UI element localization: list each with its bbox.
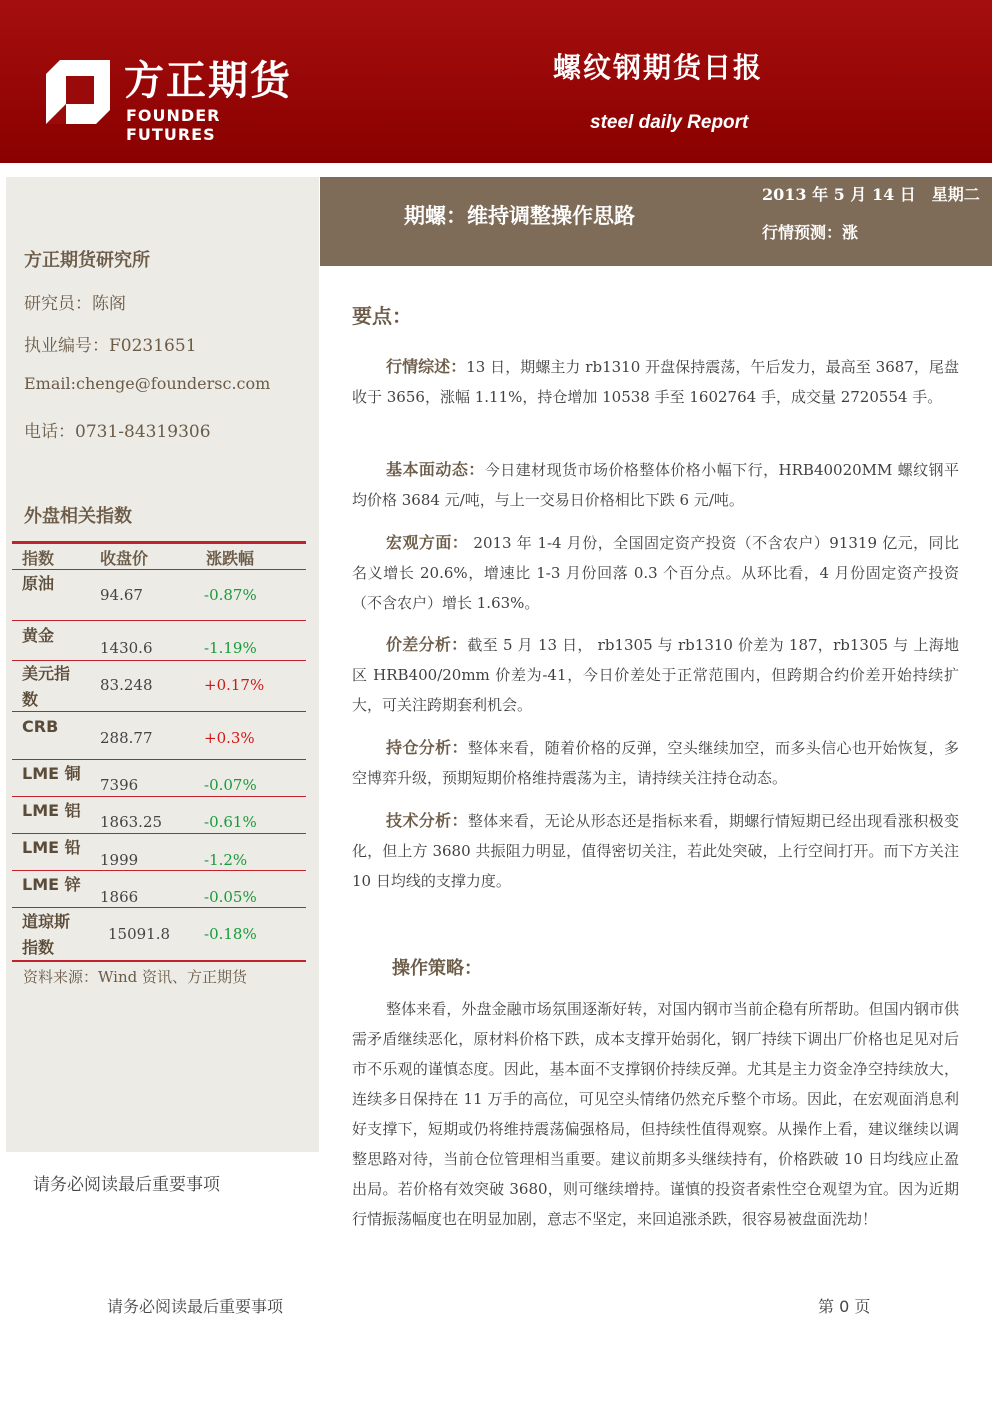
table-row-rule: [12, 796, 306, 797]
table-row-close: 7396: [100, 776, 139, 794]
section-text: 2013 年 1-4 月份，全国固定资产投资（不含农户）91319 亿元，同比名义增长 20.6%，增速比 1-3 月份回落 0.3 个百分点。从环比看，4 月份固定资产投资（不含农户）增长 1.63%。: [352, 534, 959, 612]
section-label: 宏观方面：: [386, 533, 469, 552]
strategy-title: 操作策略：: [392, 958, 482, 979]
table-row-name: LME 锌: [22, 875, 81, 894]
table-row-close: 288.77: [100, 729, 153, 747]
table-row-name: 原油: [22, 574, 55, 593]
report-subtitle: steel daily Report: [590, 112, 749, 133]
data-source: 资料来源：Wind 资讯、方正期货: [23, 968, 247, 986]
section-label: 行情综述：: [386, 357, 467, 376]
section-positions: [352, 733, 959, 793]
table-row-close: 1999: [100, 851, 139, 869]
brand-name-en: FOUNDER FUTURES: [126, 106, 221, 144]
table-row-name: 黄金: [22, 626, 55, 645]
table-row-name: LME 铜: [22, 764, 81, 783]
table-row-name: 美元指数: [22, 664, 71, 709]
section-text: 13 日，期螺主力 rb1310 开盘保持震荡，午后发力，最高至 3687，尾盘收于 3656，涨幅 1.11%，持仓增加 10538 手至 1602764 手，成交量 2720554 手。: [352, 358, 959, 406]
table-row-rule: [12, 870, 306, 871]
table-row-rule: [12, 759, 306, 760]
table-header-index: 指数: [22, 549, 55, 568]
table-row-change: -0.61%: [204, 813, 257, 831]
section-text: 截至 5 月 13 日， rb1305 与 rb1310 价差为 187，rb1305 与 上海地区 HRB400/20mm 价差为-41，今日价差处于正常范围内，但跨期合约价差开始持续扩大，可关注跨期套利机会。: [352, 636, 959, 714]
table-row-close: 1866: [100, 888, 139, 906]
section-text: 整体来看，无论从形态还是指标来看，期螺行情短期已经出现看涨积极变化，但上方 3680 共振阻力明显，值得密切关注，若此处突破，上行空间打开。而下方关注 10 日均线的支撑力度。: [352, 812, 959, 890]
table-row-close: 15091.8: [108, 925, 171, 943]
table-header-close: 收盘价: [100, 549, 149, 568]
institute-name: 方正期货研究所: [24, 250, 150, 271]
table-row-name: CRB: [22, 717, 59, 736]
table-row-change: -0.87%: [204, 586, 257, 604]
section-label: 技术分析：: [386, 811, 468, 830]
table-bottom-rule: [12, 960, 306, 962]
table-row-change: -1.19%: [204, 639, 257, 657]
section-fundamentals: [352, 455, 959, 515]
table-row-rule: [12, 620, 306, 621]
table-row-change: -0.07%: [204, 776, 257, 794]
license-number: 执业编号：F0231651: [24, 336, 197, 356]
table-row-close: 94.67: [100, 586, 143, 604]
section-text: 整体来看，随着价格的反弹，空头继续加空，而多头信心也开始恢复，多空博弈升级，预期短期价格维持震荡为主，请持续关注持仓动态。: [352, 739, 959, 787]
researcher: 研究员：陈阁: [24, 294, 126, 314]
headline: 期螺：维持调整操作思路: [404, 204, 635, 228]
section-label: 价差分析：: [386, 635, 468, 654]
table-top-rule: [12, 541, 306, 544]
report-title: 螺纹钢期货日报: [553, 51, 764, 84]
section-spread: [352, 630, 959, 720]
table-row-close: 83.248: [100, 676, 153, 694]
page-number: 第 0 页: [818, 1297, 871, 1316]
founder-logo-icon: [46, 60, 110, 124]
strategy-text: 整体来看，外盘金融市场氛围逐渐好转，对国内钢市当前企稳有所帮助。但国内钢市供需矛盾继续恶化，原材料价格下跌，成本支撑开始弱化，钢厂持续下调出厂价格也足见对后市不乐观的谨慎态度。因此，基本面不支撑钢价持续反弹。尤其是主力资金净空持续放大，连续多日保持在 11 万手的高位，可见空头情绪仍然充斥整个市场。因此，在宏观面消息利好支撑下，短期或仍将维持震荡偏强格局，但持续性值得观察。从操作上看，建议继续以调整思路对待，当前仓位管理相当重要。建议前期多头继续持有，价格跌破 10 日均线应止盈出局。若价格有效突破 3680，则可继续增持。谨慎的投资者索性空仓观望为宜。因为近期行情振荡幅度也在明显加剧，意志不坚定，来回追涨杀跌，很容易被盘面洗劫！: [352, 1000, 959, 1228]
table-title: 外盘相关指数: [24, 506, 132, 527]
table-row-close: 1430.6: [100, 639, 153, 657]
table-row-rule: [12, 907, 306, 908]
table-row-name: LME 铝: [22, 801, 81, 820]
brand-name-cn: 方正期货: [124, 58, 292, 104]
headline-banner: [320, 177, 992, 266]
section-technical: [352, 806, 959, 896]
forecast: 行情预测：涨: [762, 223, 859, 242]
section-text: 今日建材现货市场价格整体价格小幅下行，HRB40020MM 螺纹钢平均价格 3684 元/吨，与上一交易日价格相比下跌 6 元/吨。: [352, 461, 959, 509]
sidebar-notice: 请务必阅读最后重要事项: [33, 1175, 220, 1195]
table-row-rule: [12, 711, 306, 712]
table-row-change: -1.2%: [204, 851, 248, 869]
table-row-rule: [12, 569, 306, 570]
report-header: [0, 0, 992, 163]
section-macro: [352, 528, 959, 618]
report-date: 2013 年 5 月 14 日 星期二: [762, 185, 980, 204]
founder-logo: [46, 58, 296, 144]
table-row-change: -0.05%: [204, 888, 257, 906]
phone: 电话：0731-84319306: [24, 422, 211, 442]
table-row-name: LME 铅: [22, 838, 81, 857]
footer-notice: 请务必阅读最后重要事项: [107, 1297, 284, 1316]
table-header-change: 涨跌幅: [206, 549, 255, 568]
table-row-change: +0.17%: [204, 676, 265, 694]
table-row-change: -0.18%: [204, 925, 257, 943]
table-row-close: 1863.25: [100, 813, 163, 831]
table-row-change: +0.3%: [204, 729, 255, 747]
section-label: 持仓分析：: [386, 738, 468, 757]
keypoints-title: 要点：: [352, 304, 412, 328]
table-row-name: 道琼斯指数: [22, 912, 71, 957]
section-market-review: [352, 352, 959, 412]
table-row-rule: [12, 833, 306, 834]
section-label: 基本面动态：: [386, 460, 485, 479]
email: Email:chenge@foundersc.com: [24, 374, 271, 393]
